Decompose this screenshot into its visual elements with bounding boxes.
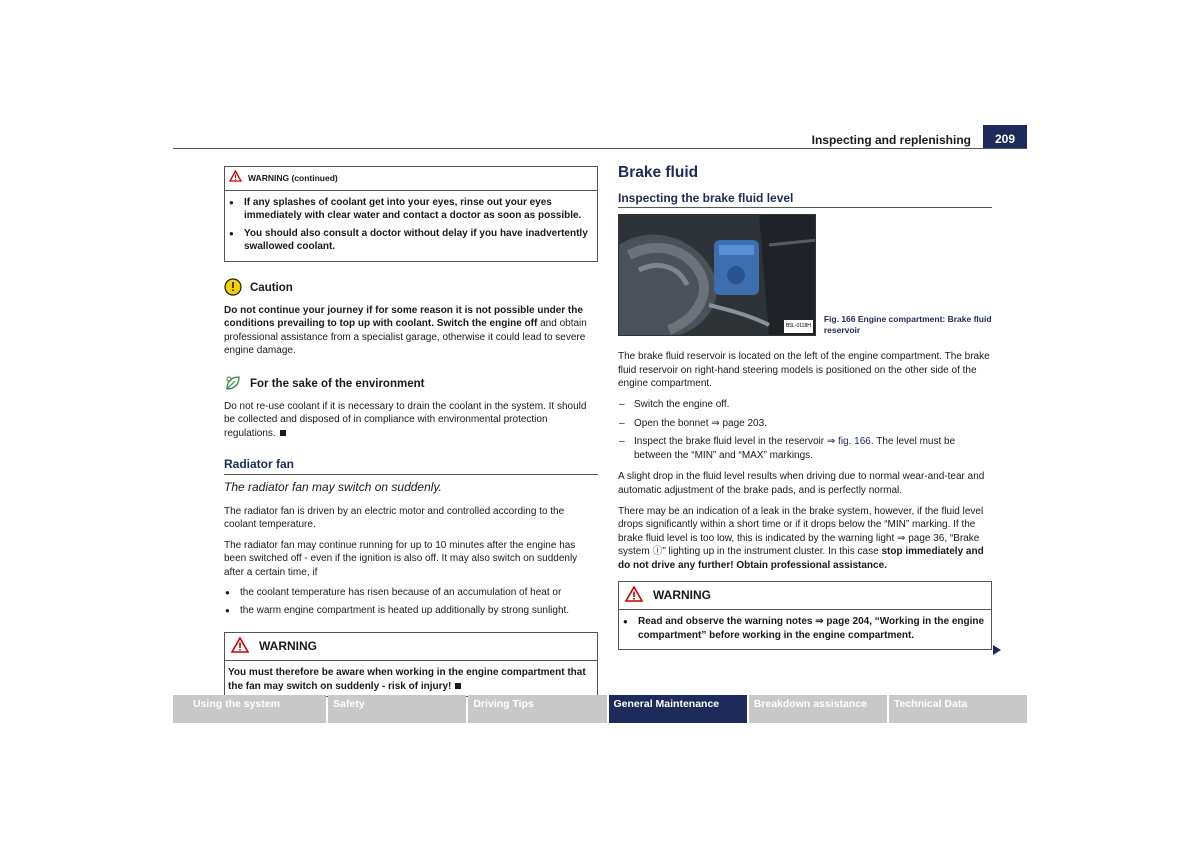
header-rule (173, 148, 1027, 149)
warning-continued-header (225, 167, 597, 191)
end-square-icon (280, 430, 286, 436)
brake-warning-header (619, 582, 991, 611)
brake-warning-body (619, 610, 991, 649)
brake-warning-title: WARNING (653, 587, 711, 602)
brake-warning-box (618, 581, 992, 651)
environment-heading (224, 374, 598, 397)
caution-bold-text: Do not continue your journey if for some reason it is not possible under the conditions prevailing to top up with coolant. Switch the engine off (224, 304, 583, 330)
left-column (224, 166, 598, 697)
caution-circle-icon (224, 278, 242, 301)
radiator-fan-paragraph-1: The radiator fan is driven by an electric motor and controlled according to the coolant temperature. (224, 505, 565, 531)
step-text: Switch the engine off. (634, 398, 730, 410)
tab-general-maintenance[interactable]: General Maintenance (609, 695, 747, 723)
warning-continued-box (224, 166, 598, 262)
list-item: ● You should also consult a doctor without delay if you have inadvertently swallowed coolant. (228, 227, 594, 254)
brake-fluid-paragraph-1: The brake fluid reservoir is located on the left of the engine compartment. The brake fluid reservoir on right-hand steering models is positioned on the other side of the engine compartment. (618, 351, 990, 390)
right-column (618, 166, 992, 650)
section-title: Inspecting and replenishing (811, 133, 971, 147)
warning-triangle-icon (625, 586, 643, 606)
page-number: 209 (983, 125, 1027, 149)
radiator-fan-subtitle: The radiator fan may switch on suddenly. (224, 479, 442, 494)
tab-driving-tips[interactable]: Driving Tips (468, 695, 606, 723)
list-item: ● Read and observe the warning notes ⇒ page 204, “Working in the engine compartment” before working in the engine compartment. (622, 615, 988, 642)
step-text: Open the bonnet ⇒ page 203. (634, 417, 767, 429)
warning-continued-title: WARNING (continued) (248, 172, 338, 183)
tab-using-the-system[interactable]: Using the system (173, 695, 326, 723)
page-header (173, 125, 1027, 149)
tab-technical-data[interactable]: Technical Data (889, 695, 1027, 723)
environment-text (224, 400, 598, 441)
warning-triangle-icon (229, 170, 242, 187)
radiator-warning-box (224, 632, 598, 698)
radiator-warning-header (225, 633, 597, 662)
tab-breakdown-assistance[interactable]: Breakdown assistance (749, 695, 887, 723)
radiator-fan-list (224, 586, 598, 617)
step-text: Inspect the brake fluid level in the reservoir ⇒ (634, 436, 839, 448)
figure-link[interactable]: fig. 166 (838, 436, 871, 448)
radiator-fan-heading: Radiator fan (224, 458, 598, 475)
tab-safety[interactable]: Safety (328, 695, 466, 723)
list-item (618, 398, 992, 412)
brake-fluid-paragraph-2: A slight drop in the fluid level results when driving due to normal wear-and-tear and automatic adjustment of the brake pads, and is perfectly normal. (618, 471, 985, 496)
figure-tag: B5L-0118H (784, 320, 813, 334)
environment-title: For the sake of the environment (250, 378, 425, 391)
brake-fluid-paragraph-3-text: There may be an indication of a leak in the brake system, however, if the fluid level drops significantly within a short time or if it drops below the “MIN” marking. If the brake fluid level is too low, this is indicated by the warning light ⇒ page 36, “Brake system ⓘ” lighting up in the instrument cluster. In this case (618, 505, 984, 558)
caution-rest-text: and obtain professional assistance from a specialist garage, otherwise it could lead to severe engine damage. (224, 318, 587, 357)
caution-heading (224, 278, 598, 301)
end-square-icon (455, 683, 461, 689)
continue-arrow-icon (993, 645, 1001, 655)
radiator-warning-body (225, 661, 597, 696)
radiator-warning-title: WARNING (259, 638, 317, 653)
list-item (618, 435, 992, 462)
caution-text (224, 304, 598, 358)
brake-fluid-steps (618, 398, 992, 462)
brake-fluid-paragraph-3 (618, 505, 992, 573)
environment-body: Do not re-use coolant if it is necessary to drain the coolant in the system. It should be collected and disposed of in compliance with environmental protection regulations. (224, 400, 587, 439)
figure-166 (618, 214, 992, 336)
step-text-after: . The level must be between the “MIN” and “MAX” markings. (634, 436, 956, 461)
environment-leaf-icon (224, 374, 242, 397)
warning-triangle-icon (231, 637, 249, 657)
radiator-warning-text: You must therefore be aware when working in the engine compartment that the fan may switch on suddenly - risk of injury! (228, 667, 586, 692)
warning-continued-body (225, 191, 597, 261)
list-item (618, 417, 992, 431)
caution-title: Caution (250, 282, 293, 295)
list-item: ● If any splashes of coolant get into your eyes, rinse out your eyes immediately with clear water and contact a doctor as soon as possible. (228, 196, 594, 223)
brake-fluid-subheading: Inspecting the brake fluid level (618, 192, 992, 209)
list-item: ● the warm engine compartment is heated up additionally by strong sunlight. (224, 604, 598, 618)
brake-fluid-paragraph-3-bold: stop immediately and do not drive any further! Obtain professional assistance. (618, 546, 984, 571)
figure-caption: Fig. 166 Engine compartment: Brake fluid reservoir (823, 314, 992, 336)
engine-compartment-photo (618, 214, 816, 336)
list-item: ● the coolant temperature has risen because of an accumulation of heat or (224, 586, 598, 600)
footer-nav (173, 695, 1027, 723)
brake-fluid-title: Brake fluid (618, 164, 699, 181)
radiator-fan-paragraph-2: The radiator fan may continue running for up to 10 minutes after the engine has been switched off - even if the ignition is also off. It may also switch on suddenly after a certain time, if (224, 539, 578, 578)
